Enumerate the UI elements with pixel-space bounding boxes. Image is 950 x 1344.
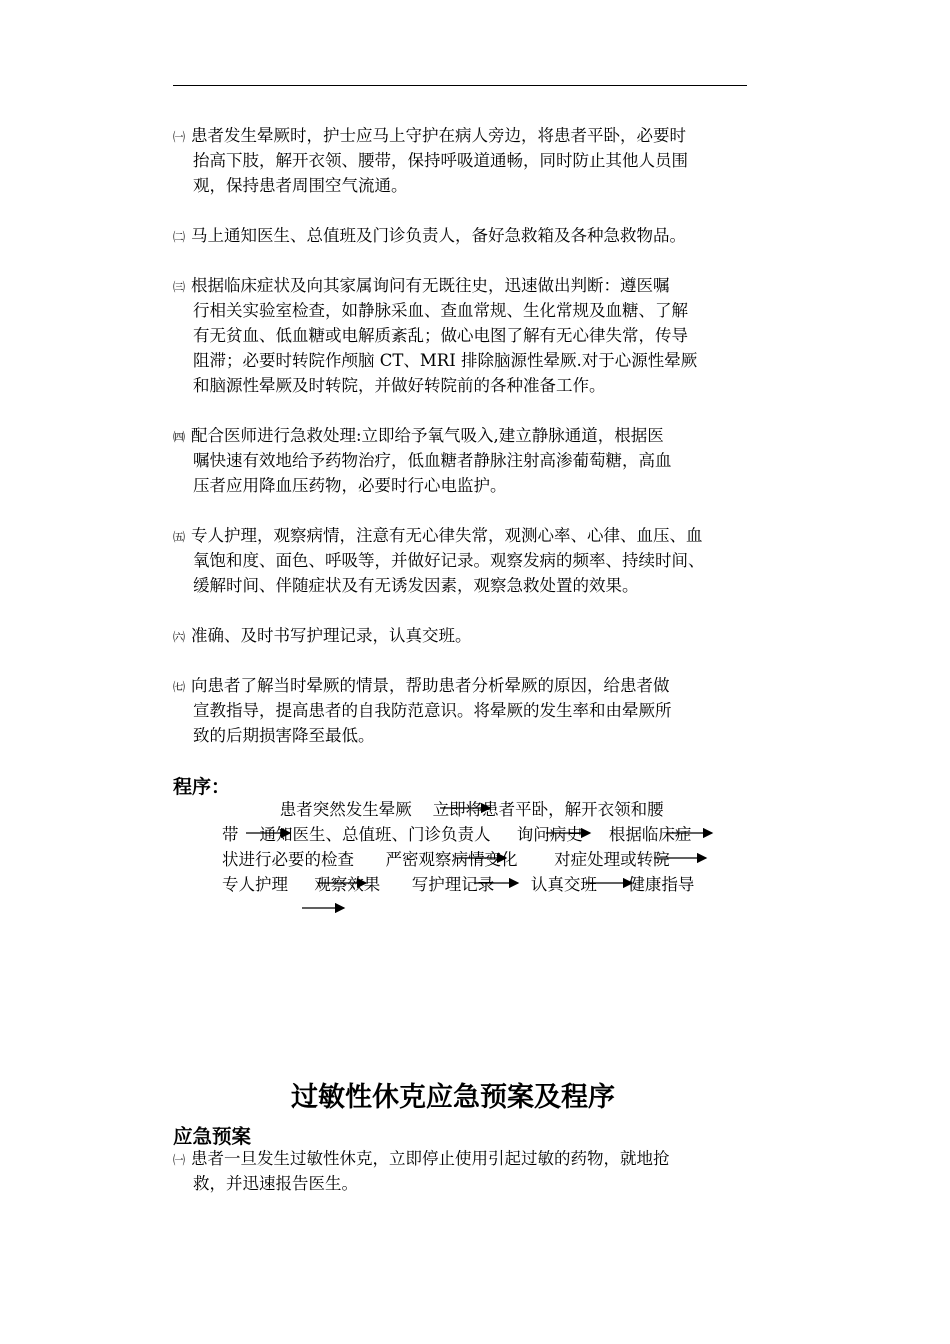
item-line: 准确、及时书写护理记录，认真交班。: [191, 626, 472, 645]
flow-line: 患者突然发生晕厥 立即将患者平卧，解开衣领和腰: [222, 800, 664, 819]
item-line: 行相关实验室检查，如静脉采血、查血常规、生化常规及血糖、了解: [193, 301, 688, 320]
item-line: 宣教指导，提高患者的自我防范意识。将晕厥的发生率和由晕厥所: [193, 701, 672, 720]
item-number: ㈤: [173, 530, 186, 544]
item-line: 观，保持患者周围空气流通。: [193, 176, 408, 195]
item-number: ㈦: [173, 680, 186, 694]
item-line: 患者发生晕厥时，护士应马上守护在病人旁边，将患者平卧，必要时: [191, 126, 686, 145]
item-line: 致的后期损害降至最低。: [193, 726, 375, 745]
item-number: ㈠: [173, 1153, 186, 1167]
allergy-item-1: [173, 1146, 749, 1196]
item-line: 氧饱和度、面色、呼吸等，并做好记录。观察发病的频率、持续时间、: [193, 551, 705, 570]
item-number: ㈥: [173, 630, 186, 644]
item-line: 向患者了解当时晕厥的情景，帮助患者分析晕厥的原因，给患者做: [191, 676, 670, 695]
item-line: 抬高下肢，解开衣领、腰带，保持呼吸道通畅，同时防止其他人员围: [193, 151, 688, 170]
section-title-text: 过敏性休克应急预案及程序: [291, 1082, 615, 1113]
flow-line: 专人护理 观察效果 写护理记录 认真交班 健康指导: [222, 875, 695, 894]
procedure-flow: [222, 797, 752, 897]
item-line: 有无贫血、低血糖或电解质紊乱；做心电图了解有无心律失常，传导: [193, 326, 688, 345]
section-title: [0, 1075, 950, 1114]
section-subheading: 应急预案: [173, 1125, 252, 1148]
item-number: ㈢: [173, 280, 186, 294]
item-line: 嘱快速有效地给予药物治疗，低血糖者静脉注射高渗葡萄糖，高血: [193, 451, 672, 470]
plan-item-4: [173, 423, 749, 498]
item-line: 根据临床症状及向其家属询问有无既往史，迅速做出判断：遵医嘱: [191, 276, 670, 295]
flow-line: 带 通知医生、总值班、门诊负责人 询问病史 根据临床症: [222, 825, 692, 844]
item-line: 患者一旦发生过敏性休克，立即停止使用引起过敏的药物，就地抢: [191, 1149, 670, 1168]
flow-line: 状进行必要的检查 严密观察病情变化 对症处理或转院: [222, 850, 670, 869]
item-line: 缓解时间、伴随症状及有无诱发因素，观察急救处置的效果。: [193, 576, 639, 595]
item-number: ㈣: [173, 430, 186, 444]
header-rule: [173, 85, 747, 86]
plan-item-3: [173, 273, 749, 398]
item-line: 压者应用降血压药物，必要时行心电监护。: [193, 476, 507, 495]
plan-item-1: [173, 123, 749, 198]
plan-item-2: [173, 223, 749, 248]
item-line: 马上通知医生、总值班及门诊负责人，备好急救箱及各种急救物品。: [191, 226, 686, 245]
plan-item-7: [173, 673, 749, 748]
item-line: 和脑源性晕厥及时转院，并做好转院前的各种准备工作。: [193, 376, 606, 395]
plan-item-6: [173, 623, 749, 648]
item-line: 救，并迅速报告医生。: [193, 1174, 358, 1193]
item-line: 专人护理，观察病情，注意有无心律失常，观测心率、心律、血压、血: [191, 526, 703, 545]
item-line: 阻滞；必要时转院作颅脑 CT、MRI 排除脑源性晕厥.对于心源性晕厥: [193, 351, 698, 370]
item-number: ㈠: [173, 130, 186, 144]
procedure-heading: 程序：: [173, 776, 231, 798]
item-line: 配合医师进行急救处理:立即给予氧气吸入,建立静脉通道，根据医: [191, 426, 664, 445]
item-number: ㈡: [173, 230, 186, 244]
plan-item-5: [173, 523, 749, 598]
